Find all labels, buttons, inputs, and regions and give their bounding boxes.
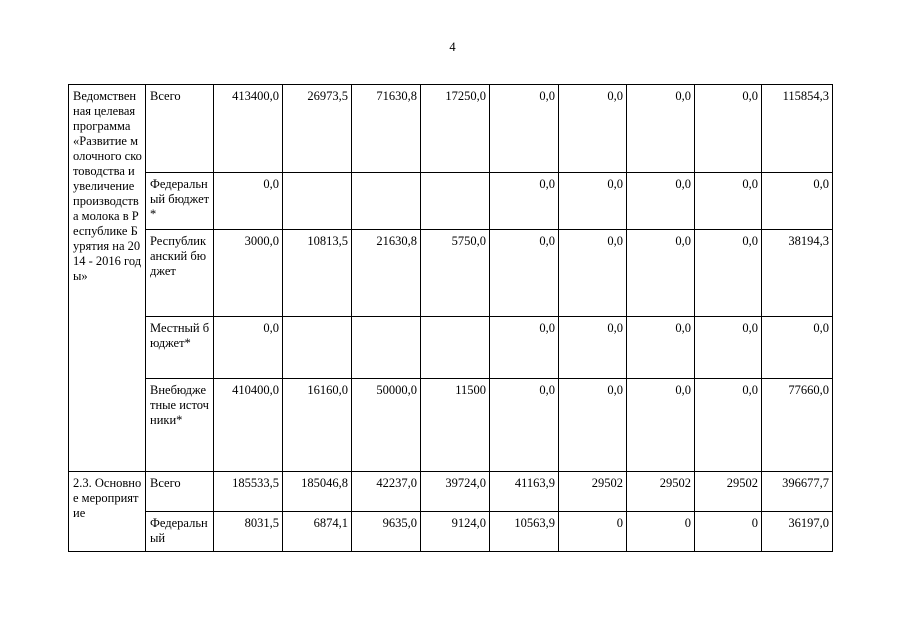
funding-source-cell: Федеральный xyxy=(146,512,214,552)
value-cell: 8031,5 xyxy=(214,512,283,552)
value-cell: 0,0 xyxy=(627,85,695,173)
budget-table xyxy=(68,84,833,552)
total-cell: 36197,0 xyxy=(762,512,833,552)
value-cell: 50000,0 xyxy=(352,379,421,472)
value-cell: 9124,0 xyxy=(421,512,490,552)
value-cell: 0,0 xyxy=(214,317,283,379)
value-cell: 0,0 xyxy=(695,230,762,317)
value-cell: 29502 xyxy=(627,472,695,512)
program-name-cell: 2.3. Основное мероприятие xyxy=(69,472,146,552)
value-cell: 11500 xyxy=(421,379,490,472)
value-cell: 21630,8 xyxy=(352,230,421,317)
value-cell: 29502 xyxy=(695,472,762,512)
value-cell: 9635,0 xyxy=(352,512,421,552)
value-cell: 0,0 xyxy=(627,230,695,317)
value-cell: 0,0 xyxy=(490,85,559,173)
value-cell: 0,0 xyxy=(695,379,762,472)
table-row xyxy=(69,472,833,512)
value-cell: 17250,0 xyxy=(421,85,490,173)
value-cell: 0,0 xyxy=(559,85,627,173)
value-cell: 0,0 xyxy=(559,317,627,379)
value-cell: 0,0 xyxy=(490,173,559,230)
value-cell xyxy=(283,317,352,379)
value-cell: 185533,5 xyxy=(214,472,283,512)
value-cell xyxy=(352,173,421,230)
value-cell: 0,0 xyxy=(695,173,762,230)
total-cell: 38194,3 xyxy=(762,230,833,317)
value-cell: 10563,9 xyxy=(490,512,559,552)
value-cell: 410400,0 xyxy=(214,379,283,472)
value-cell: 10813,5 xyxy=(283,230,352,317)
value-cell: 0,0 xyxy=(627,317,695,379)
value-cell: 42237,0 xyxy=(352,472,421,512)
funding-source-cell: Федеральный бюджет * xyxy=(146,173,214,230)
total-cell: 115854,3 xyxy=(762,85,833,173)
value-cell: 0 xyxy=(627,512,695,552)
value-cell: 413400,0 xyxy=(214,85,283,173)
funding-source-cell: Местный бюджет* xyxy=(146,317,214,379)
value-cell xyxy=(352,317,421,379)
total-cell: 396677,7 xyxy=(762,472,833,512)
value-cell: 0,0 xyxy=(695,317,762,379)
value-cell: 5750,0 xyxy=(421,230,490,317)
table-row xyxy=(69,512,833,552)
value-cell: 0 xyxy=(559,512,627,552)
funding-source-cell: Всего xyxy=(146,85,214,173)
funding-source-cell: Всего xyxy=(146,472,214,512)
value-cell: 0,0 xyxy=(490,230,559,317)
total-cell: 77660,0 xyxy=(762,379,833,472)
program-name-cell: Ведомственная целевая программа «Развитие молочного скотоводства и увеличение производства молока в Республике Бурятия на 2014 - 2016 годы» xyxy=(69,85,146,472)
value-cell xyxy=(421,317,490,379)
value-cell: 0,0 xyxy=(627,379,695,472)
total-cell: 0,0 xyxy=(762,173,833,230)
value-cell: 0 xyxy=(695,512,762,552)
table-row xyxy=(69,379,833,472)
value-cell xyxy=(421,173,490,230)
value-cell: 16160,0 xyxy=(283,379,352,472)
table-row xyxy=(69,230,833,317)
value-cell: 0,0 xyxy=(559,173,627,230)
value-cell: 3000,0 xyxy=(214,230,283,317)
value-cell: 0,0 xyxy=(559,230,627,317)
value-cell: 41163,9 xyxy=(490,472,559,512)
value-cell: 0,0 xyxy=(214,173,283,230)
value-cell: 0,0 xyxy=(490,317,559,379)
value-cell: 185046,8 xyxy=(283,472,352,512)
table-row xyxy=(69,317,833,379)
page-number: 4 xyxy=(449,40,456,54)
value-cell: 0,0 xyxy=(490,379,559,472)
value-cell: 71630,8 xyxy=(352,85,421,173)
value-cell: 6874,1 xyxy=(283,512,352,552)
table-row xyxy=(69,173,833,230)
funding-source-cell: Республиканский бюджет xyxy=(146,230,214,317)
funding-source-cell: Внебюджетные источники* xyxy=(146,379,214,472)
value-cell xyxy=(283,173,352,230)
value-cell: 0,0 xyxy=(695,85,762,173)
table-row xyxy=(69,85,833,173)
value-cell: 0,0 xyxy=(627,173,695,230)
value-cell: 0,0 xyxy=(559,379,627,472)
value-cell: 26973,5 xyxy=(283,85,352,173)
value-cell: 39724,0 xyxy=(421,472,490,512)
total-cell: 0,0 xyxy=(762,317,833,379)
value-cell: 29502 xyxy=(559,472,627,512)
